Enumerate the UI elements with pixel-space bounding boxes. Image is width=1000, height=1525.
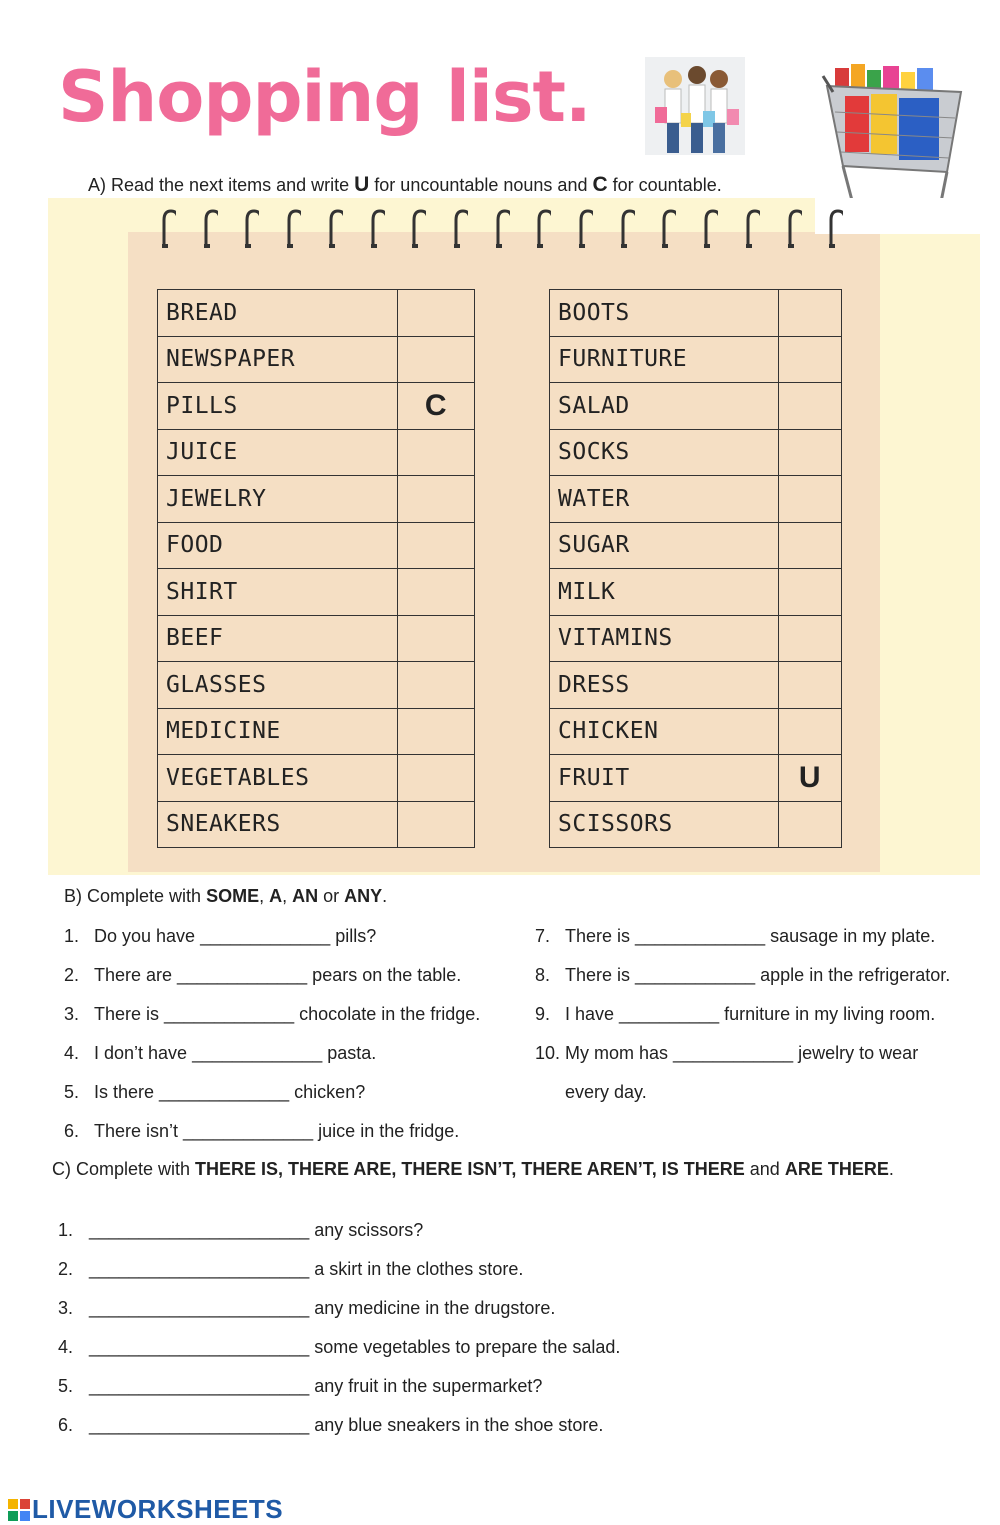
exercise-item <box>535 926 935 947</box>
liveworksheets-logo <box>8 1494 283 1525</box>
word-row <box>158 383 475 430</box>
item-text[interactable]: ______________________ any scissors? <box>89 1220 424 1240</box>
word-row <box>550 569 842 616</box>
answer-cell[interactable] <box>398 569 475 616</box>
word-row <box>550 522 842 569</box>
separator: , <box>282 886 293 906</box>
exercise-item <box>64 1082 365 1103</box>
answer-cell[interactable] <box>779 569 842 616</box>
word-cell: VEGETABLES <box>158 755 398 802</box>
spiral-ring <box>744 208 760 248</box>
answer-cell[interactable] <box>398 522 475 569</box>
word-a: A <box>269 886 283 906</box>
word-row <box>550 290 842 337</box>
section-b-text: B) Complete with <box>64 886 207 906</box>
word-cell: CHICKEN <box>550 708 779 755</box>
spiral-ring <box>452 208 468 248</box>
exercise-item <box>64 1121 459 1142</box>
exercise-item <box>535 1004 935 1025</box>
answer-cell[interactable] <box>398 336 475 383</box>
period: . <box>382 886 388 906</box>
word-cell: JEWELRY <box>158 476 398 523</box>
section-c-options: THERE IS, THERE ARE, THERE ISN’T, THERE AREN’T, IS THERE <box>195 1159 745 1179</box>
word-row <box>158 708 475 755</box>
item-number: 2. <box>58 1259 74 1279</box>
word-row <box>550 801 842 848</box>
exercise-item <box>64 926 376 947</box>
word-row <box>550 383 842 430</box>
word-row <box>158 801 475 848</box>
item-number: 6. <box>58 1415 74 1435</box>
answer-cell[interactable] <box>398 755 475 802</box>
spiral-ring <box>243 208 259 248</box>
answer-cell[interactable] <box>779 662 842 709</box>
exercise-item <box>535 1043 918 1064</box>
word-row <box>550 429 842 476</box>
answer-cell[interactable] <box>398 476 475 523</box>
exercise-item <box>535 1082 647 1103</box>
section-a-text-end: for countable. <box>607 175 722 195</box>
spiral-ring <box>494 208 510 248</box>
word-cell: NEWSPAPER <box>158 336 398 383</box>
section-b-instruction <box>64 886 387 907</box>
word-cell: JUICE <box>158 429 398 476</box>
item-number: 3. <box>58 1298 74 1318</box>
item-text[interactable]: I don’t have _____________ pasta. <box>94 1043 377 1063</box>
answer-cell[interactable] <box>398 429 475 476</box>
word-row <box>550 708 842 755</box>
word-row <box>158 755 475 802</box>
spiral-ring <box>202 208 218 248</box>
answer-cell[interactable]: C <box>398 383 475 430</box>
word-cell: MILK <box>550 569 779 616</box>
item-number: 6. <box>64 1121 80 1141</box>
word-cell: BOOTS <box>550 290 779 337</box>
spiral-ring <box>660 208 676 248</box>
exercise-item <box>58 1220 423 1241</box>
shopping-girls-image <box>645 57 745 155</box>
item-number: 2. <box>64 965 80 985</box>
item-text[interactable]: There is _____________ sausage in my plate. <box>565 926 936 946</box>
period: . <box>888 1159 894 1179</box>
spiral-ring <box>327 208 343 248</box>
spiral-ring <box>535 208 551 248</box>
spiral-ring <box>577 208 593 248</box>
word-row <box>550 662 842 709</box>
item-text[interactable]: There isn’t _____________ juice in the fridge. <box>94 1121 460 1141</box>
left-word-table <box>157 289 475 848</box>
answer-cell[interactable] <box>779 383 842 430</box>
section-a-instruction <box>88 173 722 197</box>
item-number: 4. <box>58 1337 74 1357</box>
item-text[interactable]: There are _____________ pears on the table. <box>94 965 462 985</box>
item-text[interactable]: ______________________ any blue sneakers in the shoe store. <box>89 1415 604 1435</box>
item-text[interactable]: There is ____________ apple in the refrigerator. <box>565 965 951 985</box>
word-row <box>158 476 475 523</box>
answer-cell[interactable] <box>779 429 842 476</box>
item-text[interactable]: ______________________ any medicine in the drugstore. <box>89 1298 556 1318</box>
word-an: AN <box>292 886 319 906</box>
word-row <box>158 615 475 662</box>
footer-text: LIVEWORKSHEETS <box>32 1494 284 1524</box>
word-some: SOME <box>206 886 260 906</box>
item-text[interactable]: There is _____________ chocolate in the fridge. <box>94 1004 481 1024</box>
exercise-item <box>58 1337 620 1358</box>
word-row <box>158 429 475 476</box>
section-c-option-last: ARE THERE <box>784 1159 889 1179</box>
exercise-item <box>64 1004 480 1025</box>
page-title: Shopping list. <box>58 56 591 138</box>
item-number: 5. <box>58 1376 74 1396</box>
word-cell: SOCKS <box>550 429 779 476</box>
item-number: 7. <box>535 926 551 946</box>
u-label: U <box>354 173 370 196</box>
word-row <box>550 755 842 802</box>
word-cell: PILLS <box>158 383 398 430</box>
section-a-text-mid: for uncountable nouns and <box>369 175 593 195</box>
word-cell: SHIRT <box>158 569 398 616</box>
spiral-ring <box>786 208 802 248</box>
answer-cell[interactable] <box>398 662 475 709</box>
spiral-ring <box>369 208 385 248</box>
word-cell: GLASSES <box>158 662 398 709</box>
logo-icon <box>8 1499 30 1521</box>
word-cell: BEEF <box>158 615 398 662</box>
separator: , <box>259 886 270 906</box>
word-cell: DRESS <box>550 662 779 709</box>
word-row <box>158 336 475 383</box>
exercise-item <box>58 1415 603 1436</box>
item-number: 9. <box>535 1004 551 1024</box>
item-number: 5. <box>64 1082 80 1102</box>
item-text[interactable]: ______________________ some vegetables to prepare the salad. <box>89 1337 621 1357</box>
spiral-ring <box>702 208 718 248</box>
word-cell: FRUIT <box>550 755 779 802</box>
answer-cell[interactable] <box>398 290 475 337</box>
word-row <box>158 569 475 616</box>
word-cell: WATER <box>550 476 779 523</box>
answer-cell[interactable] <box>779 708 842 755</box>
word-cell: VITAMINS <box>550 615 779 662</box>
item-number: 8. <box>535 965 551 985</box>
word-and: and <box>744 1159 785 1179</box>
word-cell: FOOD <box>158 522 398 569</box>
answer-cell[interactable] <box>779 615 842 662</box>
answer-cell[interactable] <box>779 801 842 848</box>
spiral-ring <box>285 208 301 248</box>
right-word-table <box>549 289 842 848</box>
answer-cell[interactable] <box>779 290 842 337</box>
spiral-ring <box>827 208 843 248</box>
item-number: 1. <box>58 1220 74 1240</box>
exercise-item <box>64 1043 376 1064</box>
exercise-item <box>58 1259 523 1280</box>
word-any: ANY <box>344 886 383 906</box>
answer-cell[interactable] <box>779 476 842 523</box>
item-text[interactable]: ______________________ a skirt in the clothes store. <box>89 1259 524 1279</box>
exercise-item <box>58 1298 555 1319</box>
section-c-text: C) Complete with <box>52 1159 196 1179</box>
word-cell: SNEAKERS <box>158 801 398 848</box>
word-row <box>158 522 475 569</box>
c-label: C <box>592 173 608 196</box>
exercise-item <box>64 965 461 986</box>
word-cell: MEDICINE <box>158 708 398 755</box>
spiral-ring <box>410 208 426 248</box>
word-cell: SUGAR <box>550 522 779 569</box>
answer-cell[interactable] <box>779 522 842 569</box>
exercise-item <box>535 965 950 986</box>
section-a-text: A) Read the next items and write <box>88 175 355 195</box>
item-text[interactable]: I have __________ furniture in my living room. <box>565 1004 936 1024</box>
answer-cell[interactable]: U <box>779 755 842 802</box>
answer-cell[interactable] <box>398 708 475 755</box>
answer-cell[interactable] <box>779 336 842 383</box>
word-row <box>158 290 475 337</box>
section-c-instruction <box>52 1159 894 1180</box>
word-row <box>158 662 475 709</box>
word-cell: SCISSORS <box>550 801 779 848</box>
word-or: or <box>318 886 345 906</box>
word-row <box>550 476 842 523</box>
item-text[interactable]: ______________________ any fruit in the supermarket? <box>89 1376 543 1396</box>
word-cell: BREAD <box>158 290 398 337</box>
spiral-ring <box>619 208 635 248</box>
item-text[interactable]: My mom has ____________ jewelry to wear <box>565 1043 919 1063</box>
item-number: 3. <box>64 1004 80 1024</box>
answer-cell[interactable] <box>398 801 475 848</box>
word-row <box>550 615 842 662</box>
exercise-item <box>58 1376 542 1397</box>
item-number: 1. <box>64 926 80 946</box>
item-text[interactable]: Do you have _____________ pills? <box>94 926 377 946</box>
answer-cell[interactable] <box>398 615 475 662</box>
item-number: 10. <box>535 1043 561 1063</box>
word-cell: FURNITURE <box>550 336 779 383</box>
item-number: 4. <box>64 1043 80 1063</box>
word-row <box>550 336 842 383</box>
word-cell: SALAD <box>550 383 779 430</box>
spiral-ring <box>160 208 176 248</box>
item-text[interactable]: every day. <box>565 1082 647 1102</box>
item-text[interactable]: Is there _____________ chicken? <box>94 1082 366 1102</box>
